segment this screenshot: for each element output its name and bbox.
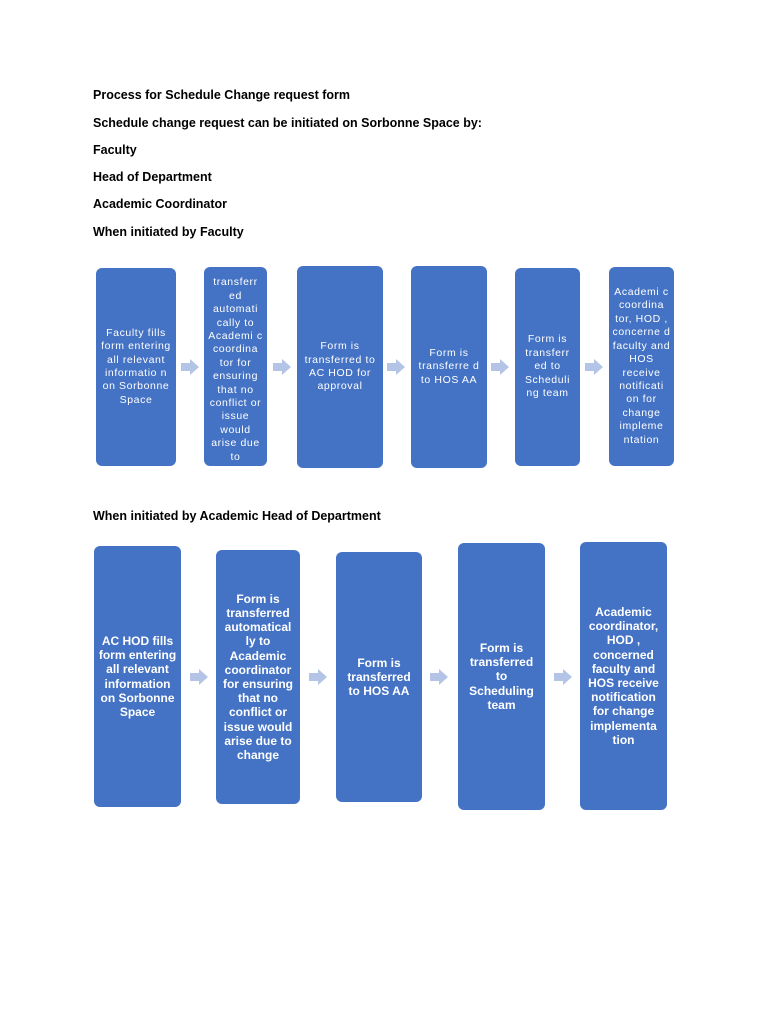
arrow-right-icon (273, 359, 291, 375)
flow2-step-1 (94, 546, 181, 807)
flow1-step-4 (411, 266, 487, 468)
intro-text: Schedule change request can be initiated on Sorbonne Space by: (93, 116, 482, 130)
flow2-step-2-text: Form is transferred automatical ly to Academic coordinator for ensuring that no conflict or issue would arise due to change (222, 591, 293, 763)
initiator-academic-coordinator: Academic Coordinator (93, 197, 228, 211)
arrow-right-icon (585, 359, 603, 375)
flow1-step-4-text: Form is transferre d to HOS AA (418, 346, 480, 386)
arrow-right-icon (430, 669, 448, 685)
flow1-step-5 (515, 268, 580, 466)
flow1-step-2-text: transferr ed automati cally to Academi c coordina tor for ensuring that no conflict or issue would arise due to (208, 276, 263, 463)
flow2-step-2 (216, 550, 300, 804)
flow1-step-3-text: Form is transferred to AC HOD for approval (304, 340, 376, 393)
flow1-step-5-text: Form is transferr ed to Scheduli ng team (524, 333, 571, 400)
arrow-right-icon (190, 669, 208, 685)
initiator-faculty: Faculty (93, 143, 137, 157)
document-title: Process for Schedule Change request form (93, 88, 351, 102)
flow2-step-3-text: Form is transferred to HOS AA (347, 655, 411, 699)
initiator-head-of-department: Head of Department (93, 170, 212, 184)
flow1-step-6 (609, 267, 674, 466)
arrow-right-icon (554, 669, 572, 685)
flow1-step-2 (204, 267, 267, 466)
arrow-right-icon (491, 359, 509, 375)
flow2-step-4 (458, 543, 545, 810)
arrow-right-icon (181, 359, 199, 375)
flow1-step-6-text: Academi c coordina tor, HOD , concerne d faculty and HOS receive notificati on for change impleme ntation (612, 286, 671, 446)
section-heading-faculty: When initiated by Faculty (93, 225, 244, 239)
arrow-right-icon (309, 669, 327, 685)
flow2-step-5-text: Academic coordinator, HOD , concerned faculty and HOS receive notification for change implementa tion (588, 604, 659, 747)
flow1-step-1 (96, 268, 176, 466)
flow2-step-1-text: AC HOD fills form entering all relevant information on Sorbonne Space (98, 633, 177, 719)
flow1-step-3 (297, 266, 383, 468)
flow1-step-1-text: Faculty fills form entering all relevant informatio n on Sorbonne Space (101, 326, 171, 406)
flow2-step-4-text: Form is transferred to Scheduling team (469, 640, 534, 712)
flow2-step-5 (580, 542, 667, 810)
section-heading-academic-hod: When initiated by Academic Head of Department (93, 509, 381, 523)
arrow-right-icon (387, 359, 405, 375)
flow2-step-3 (336, 552, 422, 802)
